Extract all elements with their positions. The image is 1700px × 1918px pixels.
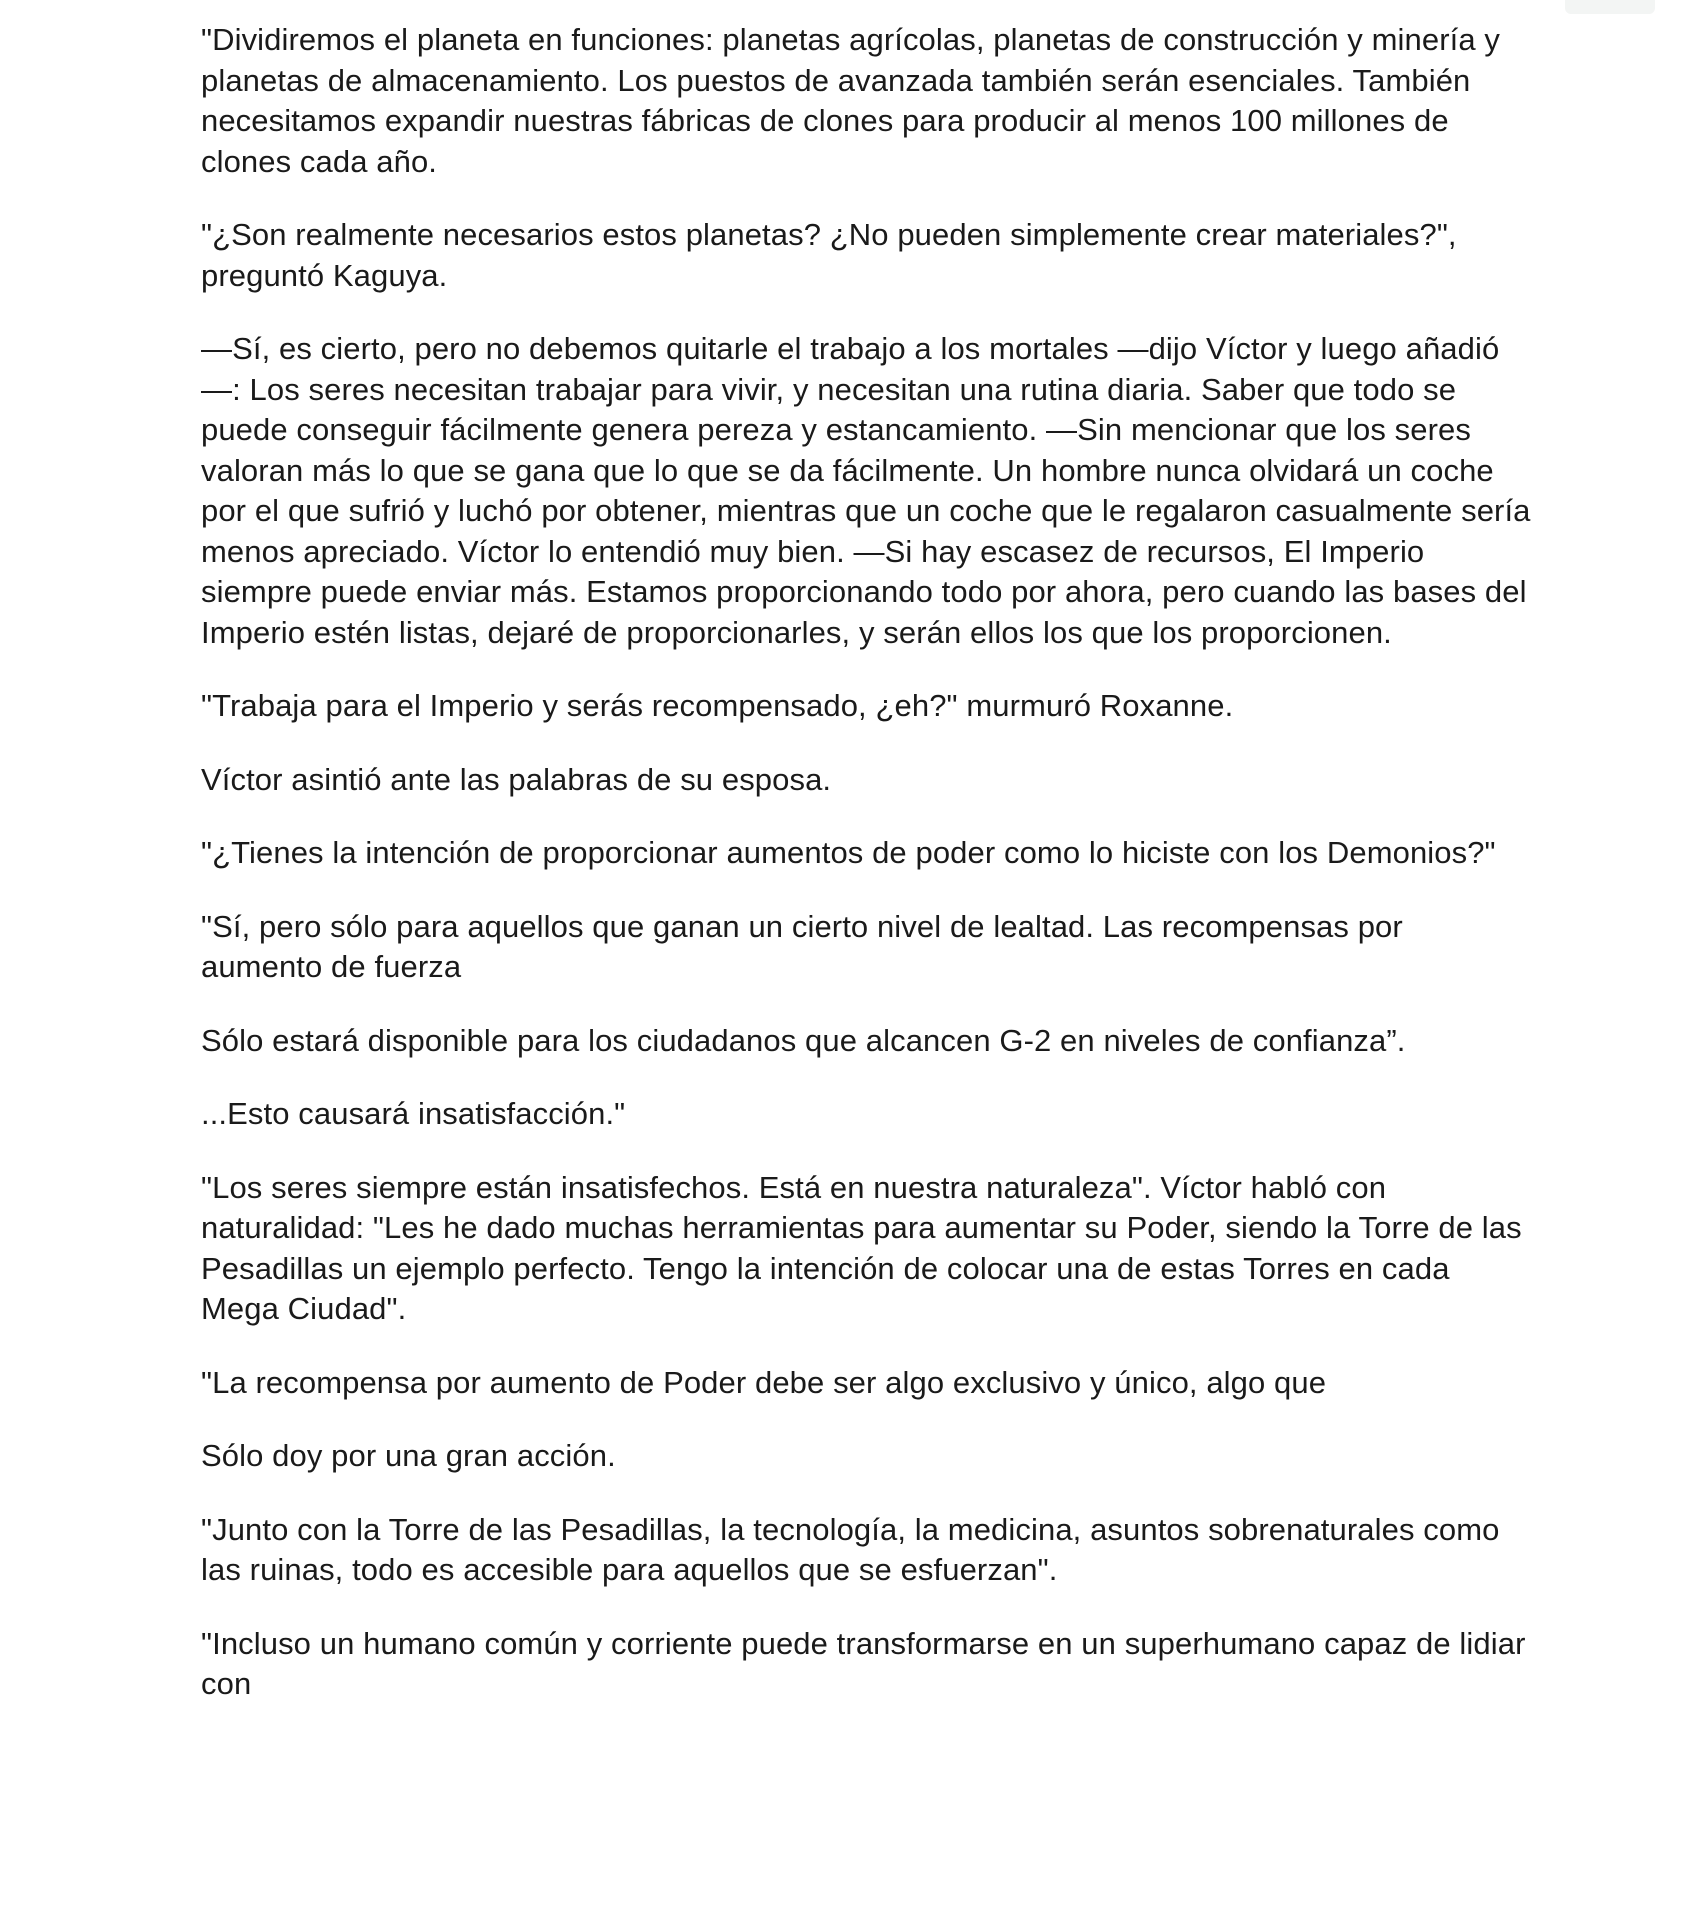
paragraph: Víctor asintió ante las palabras de su esposa. bbox=[201, 761, 832, 797]
paragraph: Sólo estará disponible para los ciudadanos que alcancen G-2 en niveles de confianza”. bbox=[201, 1022, 1406, 1058]
paragraph: "Junto con la Torre de las Pesadillas, la tecnología, la medicina, asuntos sobrenaturales como las ruinas, todo es accesible para aquellos que se esfuerzan". bbox=[201, 1511, 1500, 1587]
paragraph: "¿Son realmente necesarios estos planetas? ¿No pueden simplemente crear materiales?", preguntó Kaguya. bbox=[201, 217, 1457, 293]
paragraph: "Dividiremos el planeta en funciones: planetas agrícolas, planetas de construcción y minería y planetas de almacenamiento. Los puestos de avanzada también serán esenciales. También necesitamos expandir nuestras fábricas de clones para producir al menos 100 millones de clones cada año. bbox=[201, 22, 1500, 179]
page-corner-tab bbox=[1565, 0, 1655, 14]
paragraph: "¿Tienes la intención de proporcionar aumentos de poder como lo hiciste con los Demonios?" bbox=[201, 835, 1496, 870]
paragraph: ...Esto causará insatisfacción." bbox=[201, 1096, 626, 1131]
paragraph: Sólo doy por una gran acción. bbox=[201, 1438, 616, 1473]
paragraph: "Los seres siempre están insatisfechos. Está en nuestra naturaleza". Víctor habló con naturalidad: "Les he dado muchas herramientas para aumentar su Poder, siendo la Torre de las Pesadillas un ejemplo perfecto. Tengo la intención de colocar una de estas Torres en cada Mega Ciudad". bbox=[201, 1169, 1522, 1326]
paragraph: —Sí, es cierto, pero no debemos quitarle el trabajo a los mortales —dijo Víctor y luego añadió—: Los seres necesitan trabajar para vivir, y necesitan una rutina diaria. Saber que todo se puede conseguir fácilmente genera pereza y estancamiento. —Sin mencionar que los seres valoran más lo que se gana que lo que se da fácilmente. Un hombre nunca olvidará un coche por el que sufrió y luchó por obtener, mientras que un coche que le regalaron casualmente sería menos apreciado. Víctor lo entendió muy bien. —Si hay escasez de recursos, El Imperio siempre puede enviar más. Estamos proporcionando todo por ahora, pero cuando las bases del Imperio estén listas, dejaré de proporcionarles, y serán ellos los que los proporcionen. bbox=[201, 331, 1531, 650]
paragraph: "Sí, pero sólo para aquellos que ganan un cierto nivel de lealtad. Las recompensas por aumento de fuerza bbox=[201, 908, 1403, 984]
paragraph: "La recompensa por aumento de Poder debe ser algo exclusivo y único, algo que bbox=[201, 1364, 1327, 1400]
paragraph: "Incluso un humano común y corriente puede transformarse en un superhumano capaz de lidiar con bbox=[201, 1625, 1526, 1701]
paragraph: "Trabaja para el Imperio y serás recompensado, ¿eh?" murmuró Roxanne. bbox=[201, 688, 1234, 723]
document-page bbox=[201, 20, 1531, 1738]
